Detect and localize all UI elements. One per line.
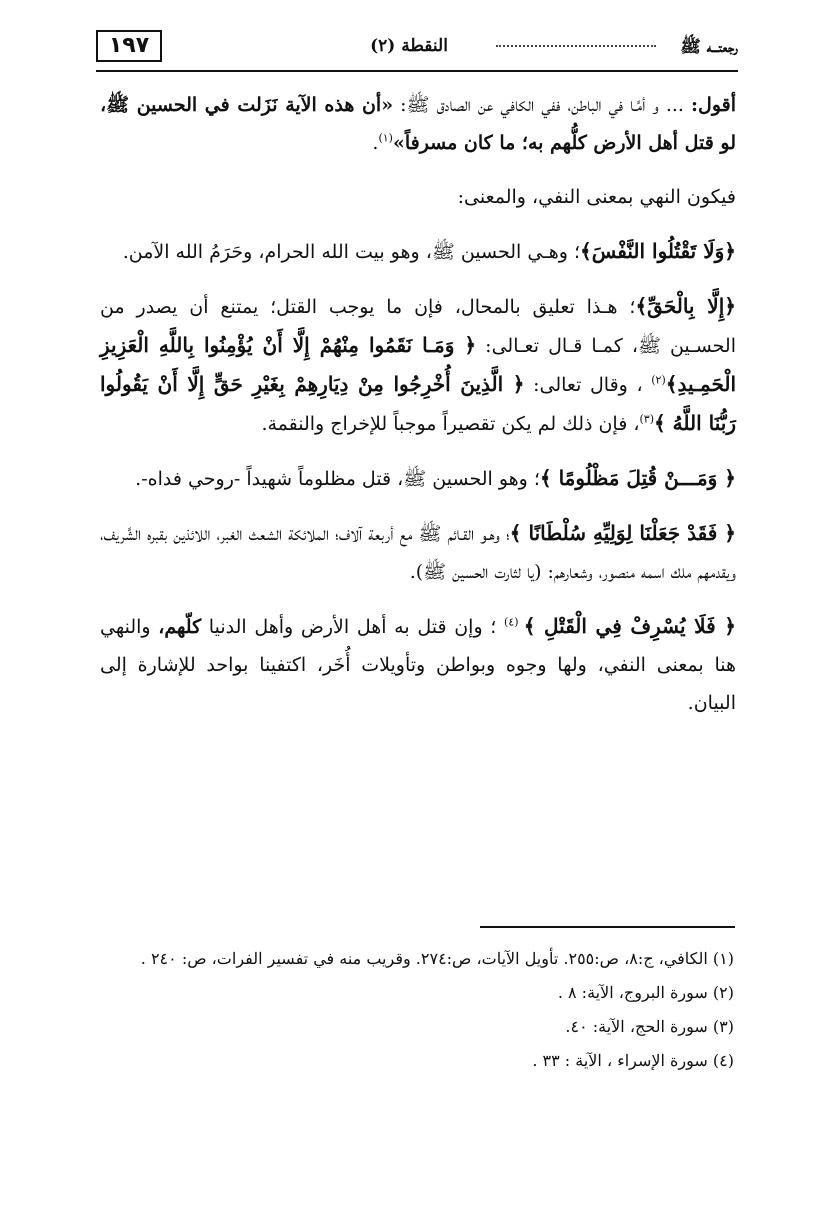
emphasis-text: كلّهم، <box>158 616 202 638</box>
paragraph <box>100 86 736 162</box>
quran-quote: ﴿ الَّذِينَ أُخْرِجُوا مِنْ دِيَارِهِمْ بِغَيْرِ حَقٍّ إِلَّا أَنْ يَقُولُوا رَبُّنَا اللَّهُ ﴾ <box>100 372 736 435</box>
footnote-ref: (٢) <box>651 373 666 387</box>
page-header <box>96 28 738 70</box>
paragraph <box>100 232 736 271</box>
page-body <box>100 86 736 738</box>
paragraph <box>100 178 736 216</box>
paragraph-text: ؛ هـذا تعليق بالمحال، فإن ما يوجب القتل؛ يمتنع أن يصدر من الحسـين ﷺ، كمـا قـال تعـالى: <box>100 296 737 357</box>
paragraph-text: والنهي هنا بمعنى النفي، ولها وجوه وبواطن وتأويلات أُخَر، اكتفينا بواحد للإشارة إلى البيان. <box>100 616 736 714</box>
paragraph-label: أقول: <box>691 94 736 116</box>
header-dotted-leader <box>496 45 656 47</box>
section-title: النقطة (٢) <box>370 36 448 56</box>
quran-quote: ﴿ وَمَـــنْ قُتِلَ مَظْلُومًا ﴾ <box>539 466 736 490</box>
footnote: (٣) سورة الحج، الآية: ٤٠. <box>565 1017 734 1036</box>
paragraph <box>100 514 736 591</box>
paragraph <box>100 287 736 443</box>
paragraph-text: ؛ وهـي الحسين ﷺ، وهو بيت الله الحرام، وحَرَمُ الله الآمن. <box>122 241 581 263</box>
footnote: (١) الكافي، ج:٨، ص:٢٥٥. تأويل الآيات، ص:٢٧٤. وقريب منه في تفسير الفرات، ص: ٢٤٠ . <box>140 949 734 968</box>
footnote: (٢) سورة البروج، الآية: ٨ . <box>557 983 734 1002</box>
footnote-separator <box>480 926 735 928</box>
footnote: (٤) سورة الإسراء ، الآية : ٣٣ . <box>532 1051 734 1070</box>
quran-quote: ﴿ فَلَا يُسْرِفْ فِي الْقَتْلِ ﴾ <box>523 614 736 638</box>
paragraph-text: ، فإن ذلك لم يكن تقصيراً موجباً للإخراج والنقمة. <box>261 413 640 435</box>
quran-quote: ﴿ وَمَـا نَقَمُوا مِنْهُمْ إِلَّا أَنْ يُؤْمِنُوا بِاللَّهِ الْعَزِيزِ الْحَمِـيدِ﴾ <box>100 333 736 396</box>
chapter-title: رجعتـــه ﷺ <box>680 37 738 57</box>
footnotes <box>100 944 734 1080</box>
paragraph <box>100 459 736 498</box>
footnote-ref: (٣) <box>639 412 654 426</box>
paragraph <box>100 607 736 722</box>
paragraph-text: ؛ وإن قتل به أهل الأرض وأهل الدنيا <box>201 616 505 638</box>
page-number-box: ١٩٧ <box>96 30 162 62</box>
paragraph-text: ، وقال تعالى: <box>524 374 652 396</box>
hadith-quote: «أن هذه الآية نَزَلت في الحسين ﷺ، لو قتل أهل الأرض كلُّهم به؛ ما كان مسرفاً» <box>100 94 736 154</box>
header-rule <box>96 70 738 72</box>
paragraph-text: ... و أمَّـا في الباطن، ففي الكافي عن الصادق ﷺ: <box>393 94 691 116</box>
paragraph-text: ؛ وهو الحسين ﷺ، قتل مظلوماً شهيداً -روحي فداه-. <box>135 468 540 490</box>
quran-quote: ﴿ فَقَدْ جَعَلْنَا لِوَلِيِّهِ سُلْطَانًا ﴾ <box>509 521 736 545</box>
paragraph-text: فيكون النهي بمعنى النفي، والمعنى: <box>457 186 736 208</box>
footnote-ref: (٤) <box>504 615 524 629</box>
quran-quote: ﴿إِلَّا بِالْحَقِّ﴾ <box>635 294 736 318</box>
paragraph-text: ؛ وهـو القـائم ﷺ مع أربعة آلاف؛ الملائكة الشعث الغبر، اللائذين بقبره الشَّريف، ويقدمهم ملك اسمه منصور، وشعارهم: (يا لثارت الحسين ﷺ). <box>100 523 736 583</box>
paragraph-text: . <box>372 132 379 154</box>
footnote-ref: (١) <box>378 131 393 145</box>
quran-quote: ﴿وَلَا تَقْتُلُوا النَّفْسَ﴾ <box>580 239 736 263</box>
